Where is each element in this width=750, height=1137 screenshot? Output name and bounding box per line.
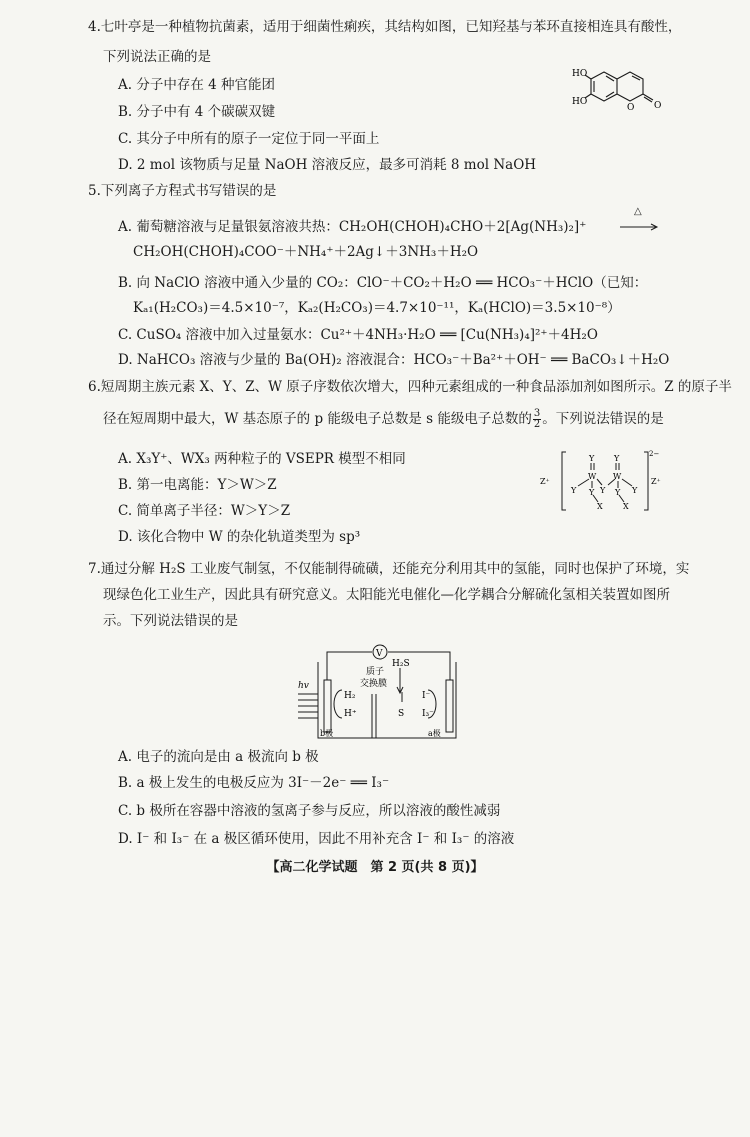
q6-option-a: A. X₃Y⁺、WX₃ 两种粒子的 VSEPR 模型不相同 (118, 451, 406, 467)
q7-iminus-label: I⁻ (422, 691, 431, 701)
q5-option-d: D. NaHCO₃ 溶液与少量的 Ba(OH)₂ 溶液混合：HCO₃⁻＋Ba²⁺＋OH⁻ ══ BaCO₃↓＋H₂O (118, 352, 670, 368)
q7-membrane-label-1: 质子 (366, 667, 385, 677)
q7-membrane-label-2: 交换膜 (360, 679, 388, 689)
q7-voltmeter-label: V (376, 649, 383, 659)
q4-option-b: B. 分子中有 4 个碳碳双键 (118, 104, 276, 120)
q6-atom-x: X (597, 502, 603, 511)
q4-option-c: C. 其分子中所有的原子一定位于同一平面上 (118, 131, 380, 147)
q4-structure-diagram (572, 62, 664, 118)
q6-fraction-numerator: 3 (533, 408, 541, 419)
q4-option-a: A. 分子中存在 4 种官能团 (118, 77, 276, 93)
q5-option-a-line2: CH₂OH(CHOH)₄COO⁻＋NH₄⁺＋2Ag↓＋3NH₃＋H₂O (133, 244, 479, 260)
q7-h2s-label: H₂S (392, 659, 410, 669)
q7-light-label: hv (298, 681, 309, 691)
q6-structure-diagram (540, 448, 670, 516)
q6-atom-y: Y (571, 486, 577, 495)
q5-option-c: C. CuSO₄ 溶液中加入过量氨水：Cu²⁺＋4NH₃·H₂O ══ [Cu(NH₃)₄]²⁺＋4H₂O (118, 327, 598, 343)
q7-h2-label: H₂ (344, 691, 356, 701)
q6-anion-charge: 2− (649, 450, 660, 458)
q7-i3-label: I₃⁻ (422, 709, 434, 719)
q4-stem-line2: 下列说法正确的是 (103, 49, 211, 65)
q4-label-ring-o: O (627, 103, 635, 113)
q5-option-a-line1: A. 葡萄糖溶液与足量银氨溶液共热：CH₂OH(CHOH)₄CHO＋2[Ag(NH₃)₂]⁺ (118, 219, 587, 235)
q5-stem: 5.下列离子方程式书写错误的是 (88, 183, 277, 199)
q6-atom-w: W (588, 472, 597, 481)
q4-label-ho-bottom: HO (572, 97, 588, 107)
q7-stem-line1: 7.通过分解 H₂S 工业废气制氢，不仅能制得硫磺，还能充分利用其中的氢能，同时也保护了环境，实 (88, 561, 690, 577)
q4-stem-line1: 4.七叶亭是一种植物抗菌素，适用于细菌性痢疾，其结构如图，已知羟基与苯环直接相连具有酸性， (88, 19, 682, 35)
q7-a-pole-label: a极 (428, 729, 441, 738)
q5-option-b-line2: Kₐ₁(H₂CO₃)＝4.5×10⁻⁷，Kₐ₂(H₂CO₃)＝4.7×10⁻¹¹，Kₐ(HClO)＝3.5×10⁻⁸） (133, 300, 621, 316)
q7-stem-line2: 现绿色化工业生产，因此具有研究意义。太阳能光电催化—化学耦合分解硫化氢相关装置如图所 (103, 587, 670, 603)
q6-option-c: C. 简单离子半径：W＞Y＞Z (118, 503, 291, 519)
q6-stem-line2-a: 径在短周期中最大，W 基态原子的 p 能级电子总数是 s 能级电子总数的 (103, 411, 532, 427)
q6-atom-x: X (623, 502, 629, 511)
q4-label-carbonyl-o: O (654, 101, 662, 111)
q7-hplus-label: H⁺ (344, 709, 357, 719)
q6-atom-w: W (613, 472, 622, 481)
q6-stem-line2 (103, 406, 664, 432)
q7-b-pole-label: b极 (320, 729, 334, 738)
q6-atom-y: Y (632, 486, 638, 495)
q6-fraction (533, 409, 541, 430)
q6-option-d: D. 该化合物中 W 的杂化轨道类型为 sp³ (118, 529, 361, 545)
q6-atom-y: Y (589, 488, 595, 497)
q4-option-d: D. 2 mol 该物质与足量 NaOH 溶液反应，最多可消耗 8 mol NaOH (118, 157, 537, 173)
q7-option-a: A. 电子的流向是由 a 极流向 b 极 (118, 749, 319, 765)
q6-stem-line1: 6.短周期主族元素 X、Y、Z、W 原子序数依次增大，四种元素组成的一种食品添加剂如图所示。Z 的原子半 (88, 379, 732, 395)
q7-apparatus-diagram (290, 632, 470, 744)
q7-option-d: D. I⁻ 和 I₃⁻ 在 a 极区循环使用，因此不用补充含 I⁻ 和 I₃⁻ 的溶液 (118, 831, 515, 847)
q7-stem-line3: 示。下列说法错误的是 (103, 613, 238, 629)
q6-atom-y: Y (600, 486, 606, 495)
q6-atom-y: Y (615, 488, 621, 497)
q5-option-b-line1: B. 向 NaClO 溶液中通入少量的 CO₂：ClO⁻＋CO₂＋H₂O ══ HCO₃⁻＋HClO（已知： (118, 275, 648, 291)
q6-cation-left: Z⁺ (540, 477, 550, 486)
page-footer: 【高二化学试题 第 2 页(共 8 页)】 (266, 860, 484, 875)
q4-label-ho-top: HO (572, 69, 588, 79)
q6-stem-line2-b: 。下列说法错误的是 (542, 411, 664, 427)
q7-option-b: B. a 极上发生的电极反应为 3I⁻－2e⁻ ══ I₃⁻ (118, 775, 390, 791)
q7-option-c: C. b 极所在容器中溶液的氢离子参与反应，所以溶液的酸性减弱 (118, 803, 501, 819)
q5-heat-symbol: △ (634, 206, 642, 217)
q6-fraction-denominator: 2 (533, 419, 541, 430)
q6-atom-y: Y (589, 454, 595, 463)
q6-atom-y: Y (614, 454, 620, 463)
q6-cation-right: Z⁺ (651, 477, 661, 486)
q5-reaction-arrow (620, 222, 660, 232)
q7-s-label: S (398, 709, 405, 719)
q6-option-b: B. 第一电离能：Y＞W＞Z (118, 477, 277, 493)
